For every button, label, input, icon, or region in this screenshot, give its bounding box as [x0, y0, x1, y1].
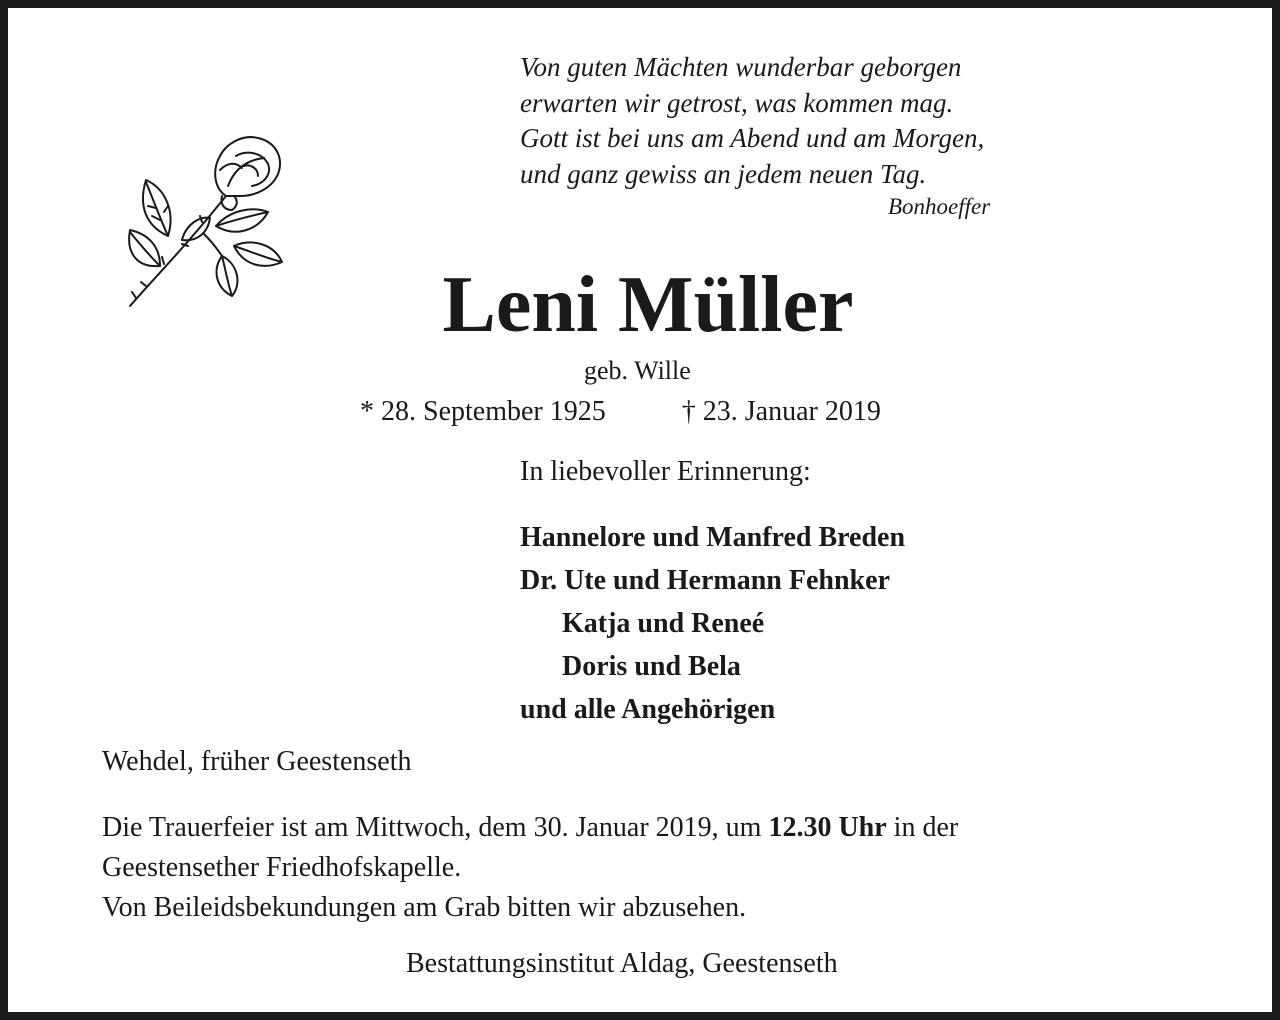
poem-line: Von guten Mächten wunderbar geborgen [520, 52, 962, 82]
family-entry: Katja und Reneé [562, 608, 765, 639]
deceased-name: Leni Müller [442, 261, 854, 349]
memory-line: In liebevoller Erinnerung: [520, 456, 811, 487]
service-line-3: Von Beileidsbekundungen am Grab bitten wir abzusehen. [102, 892, 747, 923]
undertaker: Bestattungsinstitut Aldag, Geestenseth [406, 948, 838, 979]
service-line-1 [102, 808, 958, 848]
service-time: 12.30 Uhr [768, 812, 887, 843]
birth-date: * 28. September 1925 [360, 396, 606, 427]
poem-line: erwarten wir getrost, was kommen mag. [520, 87, 954, 118]
service-info [102, 808, 958, 928]
birth-name: geb. Wille [584, 356, 691, 385]
service-text-end: in der [886, 812, 959, 843]
service-line-2: Geestensether Friedhofskapelle. [102, 852, 462, 883]
family-entry: und alle Angehörigen [520, 694, 776, 725]
family-entry: Dr. Ute und Hermann Fehnker [520, 565, 890, 596]
death-date: † 23. Januar 2019 [681, 396, 881, 427]
poem-line: und ganz gewiss an jedem neuen Tag. [520, 158, 927, 189]
service-text: Die Trauerfeier ist am Mittwoch, dem 30. Januar 2019, um [102, 812, 769, 843]
family-list [520, 516, 905, 731]
poem-line: Gott ist bei uns am Abend und am Morgen, [520, 123, 985, 153]
poem [520, 50, 984, 192]
place-line: Wehdel, früher Geestenseth [102, 746, 412, 777]
poem-author: Bonhoeffer [888, 194, 991, 219]
family-entry: Doris und Bela [562, 651, 741, 682]
life-dates [360, 396, 881, 428]
family-entry: Hannelore und Manfred Breden [520, 522, 906, 553]
